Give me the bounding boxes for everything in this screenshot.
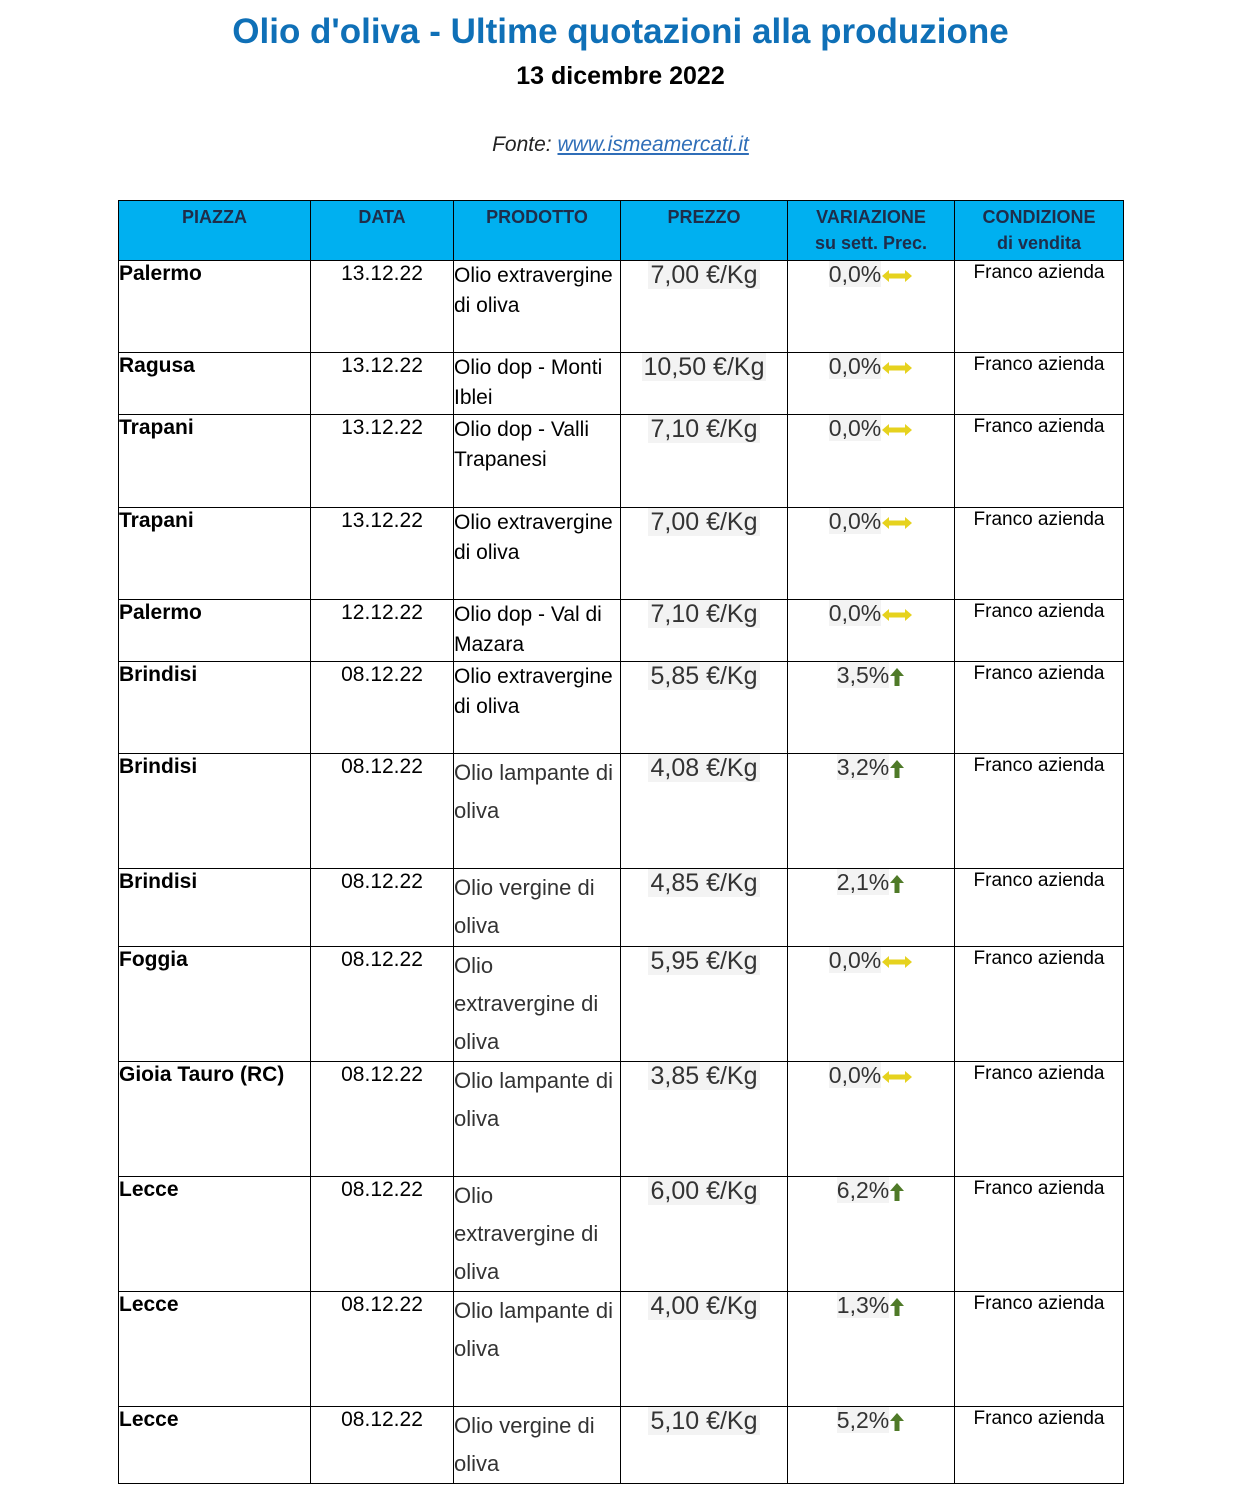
column-header-condizione-line1: CONDIZIONE	[982, 207, 1096, 227]
cell-prodotto: Olio extravergine di oliva	[454, 261, 621, 353]
cell-data: 13.12.22	[311, 261, 454, 353]
variation-value: 0,0%	[828, 600, 882, 626]
cell-prezzo	[621, 1292, 788, 1407]
source-line	[0, 130, 1241, 160]
price-value: 4,08 €/Kg	[650, 754, 758, 782]
cell-prodotto: Olio extravergine di oliva	[454, 662, 621, 754]
cell-data: 13.12.22	[311, 415, 454, 508]
price-value: 7,10 €/Kg	[650, 415, 758, 443]
table-row	[119, 869, 1124, 947]
table-row	[119, 947, 1124, 1062]
arrow-up-icon	[889, 667, 905, 687]
cell-piazza: Lecce	[119, 1407, 311, 1484]
table-row	[119, 1292, 1124, 1407]
cell-piazza: Lecce	[119, 1177, 311, 1292]
cell-condizione: Franco azienda	[955, 1407, 1124, 1484]
cell-variazione	[788, 1062, 955, 1177]
cell-prodotto: Olio extravergine di oliva	[454, 1177, 621, 1292]
variation-value: 0,0%	[828, 947, 882, 973]
cell-variazione	[788, 415, 955, 508]
price-value: 7,10 €/Kg	[650, 600, 758, 628]
variation-value: 0,0%	[828, 261, 882, 287]
arrow-up-icon	[889, 1412, 905, 1432]
table-body	[119, 261, 1124, 1484]
cell-condizione: Franco azienda	[955, 662, 1124, 754]
page-date: 13 dicembre 2022	[516, 62, 725, 90]
source-label: Fonte:	[492, 133, 552, 156]
cell-condizione: Franco azienda	[955, 869, 1124, 947]
cell-condizione: Franco azienda	[955, 600, 1124, 662]
price-value: 5,95 €/Kg	[650, 947, 758, 975]
table-row	[119, 508, 1124, 600]
cell-variazione	[788, 1177, 955, 1292]
cell-condizione: Franco azienda	[955, 353, 1124, 415]
cell-variazione	[788, 947, 955, 1062]
cell-prezzo	[621, 869, 788, 947]
price-value: 5,85 €/Kg	[650, 662, 758, 690]
arrow-up-icon	[889, 1182, 905, 1202]
variation-value: 3,5%	[836, 662, 890, 688]
cell-prezzo	[621, 1062, 788, 1177]
table-row	[119, 754, 1124, 869]
table-row	[119, 1177, 1124, 1292]
cell-prezzo	[621, 662, 788, 754]
arrow-up-icon	[889, 759, 905, 779]
price-value: 4,85 €/Kg	[650, 869, 758, 897]
cell-condizione: Franco azienda	[955, 1177, 1124, 1292]
double-arrow-horizontal-icon	[881, 608, 913, 622]
price-value: 6,00 €/Kg	[650, 1177, 758, 1205]
cell-variazione	[788, 353, 955, 415]
variation-value: 0,0%	[828, 508, 882, 534]
price-value: 7,00 €/Kg	[650, 261, 758, 289]
cell-condizione: Franco azienda	[955, 1062, 1124, 1177]
cell-variazione	[788, 261, 955, 353]
variation-value: 2,1%	[836, 869, 890, 895]
cell-variazione	[788, 1292, 955, 1407]
column-header-data: DATA	[311, 201, 454, 261]
variation-value: 1,3%	[836, 1292, 890, 1318]
cell-prodotto: Olio vergine di oliva	[454, 1407, 621, 1484]
cell-variazione	[788, 508, 955, 600]
price-value: 4,00 €/Kg	[650, 1292, 758, 1320]
column-header-variazione-line2: su sett. Prec.	[814, 233, 928, 253]
double-arrow-horizontal-icon	[881, 269, 913, 283]
column-header-prodotto: PRODOTTO	[454, 201, 621, 261]
table-row	[119, 1407, 1124, 1484]
cell-variazione	[788, 600, 955, 662]
cell-prezzo	[621, 508, 788, 600]
cell-prodotto: Olio lampante di oliva	[454, 1292, 621, 1407]
double-arrow-horizontal-icon	[881, 1070, 913, 1084]
table-row	[119, 1062, 1124, 1177]
cell-prezzo	[621, 261, 788, 353]
cell-piazza: Brindisi	[119, 754, 311, 869]
cell-prezzo	[621, 947, 788, 1062]
cell-piazza: Ragusa	[119, 353, 311, 415]
cell-variazione	[788, 869, 955, 947]
page-title: Olio d'oliva - Ultime quotazioni alla produzione	[232, 12, 1009, 51]
column-header-variazione-line1: VARIAZIONE	[816, 207, 926, 227]
cell-prodotto: Olio dop - Valli Trapanesi	[454, 415, 621, 508]
cell-piazza: Trapani	[119, 508, 311, 600]
cell-piazza: Palermo	[119, 600, 311, 662]
column-header-prezzo: PREZZO	[621, 201, 788, 261]
variation-value: 0,0%	[828, 415, 882, 441]
table-header-row	[119, 201, 1124, 261]
cell-data: 08.12.22	[311, 662, 454, 754]
table-row	[119, 415, 1124, 508]
cell-data: 08.12.22	[311, 869, 454, 947]
cell-piazza: Trapani	[119, 415, 311, 508]
variation-value: 5,2%	[836, 1407, 890, 1433]
table-row	[119, 600, 1124, 662]
cell-piazza: Gioia Tauro (RC)	[119, 1062, 311, 1177]
column-header-piazza: PIAZZA	[119, 201, 311, 261]
column-header-condizione-line2: di vendita	[996, 233, 1081, 253]
cell-variazione	[788, 1407, 955, 1484]
cell-data: 08.12.22	[311, 947, 454, 1062]
cell-data: 13.12.22	[311, 508, 454, 600]
cell-prezzo	[621, 1177, 788, 1292]
cell-prodotto: Olio vergine di oliva	[454, 869, 621, 947]
cell-condizione: Franco azienda	[955, 508, 1124, 600]
cell-data: 08.12.22	[311, 754, 454, 869]
table-row	[119, 261, 1124, 353]
cell-piazza: Brindisi	[119, 869, 311, 947]
cell-data: 08.12.22	[311, 1062, 454, 1177]
cell-data: 13.12.22	[311, 353, 454, 415]
cell-data: 08.12.22	[311, 1292, 454, 1407]
source-link[interactable]: www.ismeamercati.it	[557, 133, 749, 156]
cell-prezzo	[621, 754, 788, 869]
variation-value: 0,0%	[828, 353, 882, 379]
arrow-up-icon	[889, 874, 905, 894]
cell-condizione: Franco azienda	[955, 947, 1124, 1062]
cell-piazza: Palermo	[119, 261, 311, 353]
variation-value: 3,2%	[836, 754, 890, 780]
cell-piazza: Brindisi	[119, 662, 311, 754]
cell-prodotto: Olio extravergine di oliva	[454, 947, 621, 1062]
cell-data: 08.12.22	[311, 1407, 454, 1484]
price-value: 10,50 €/Kg	[643, 353, 765, 381]
double-arrow-horizontal-icon	[881, 423, 913, 437]
cell-prezzo	[621, 1407, 788, 1484]
variation-value: 6,2%	[836, 1177, 890, 1203]
cell-piazza: Foggia	[119, 947, 311, 1062]
column-header-condizione	[955, 201, 1124, 261]
double-arrow-horizontal-icon	[881, 516, 913, 530]
cell-condizione: Franco azienda	[955, 1292, 1124, 1407]
variation-value: 0,0%	[828, 1062, 882, 1088]
cell-prezzo	[621, 353, 788, 415]
price-value: 7,00 €/Kg	[650, 508, 758, 536]
double-arrow-horizontal-icon	[881, 955, 913, 969]
double-arrow-horizontal-icon	[881, 361, 913, 375]
column-header-variazione	[788, 201, 955, 261]
price-value: 5,10 €/Kg	[650, 1407, 758, 1435]
price-value: 3,85 €/Kg	[650, 1062, 758, 1090]
cell-condizione: Franco azienda	[955, 415, 1124, 508]
cell-data: 08.12.22	[311, 1177, 454, 1292]
cell-prodotto: Olio dop - Monti Iblei	[454, 353, 621, 415]
arrow-up-icon	[889, 1297, 905, 1317]
quotations-table	[118, 200, 1124, 1484]
table-row	[119, 662, 1124, 754]
cell-prodotto: Olio extravergine di oliva	[454, 508, 621, 600]
cell-variazione	[788, 754, 955, 869]
cell-data: 12.12.22	[311, 600, 454, 662]
cell-prodotto: Olio lampante di oliva	[454, 1062, 621, 1177]
cell-prodotto: Olio dop - Val di Mazara	[454, 600, 621, 662]
cell-condizione: Franco azienda	[955, 754, 1124, 869]
cell-piazza: Lecce	[119, 1292, 311, 1407]
table-row	[119, 353, 1124, 415]
cell-prezzo	[621, 415, 788, 508]
cell-prezzo	[621, 600, 788, 662]
cell-prodotto: Olio lampante di oliva	[454, 754, 621, 869]
cell-condizione: Franco azienda	[955, 261, 1124, 353]
cell-variazione	[788, 662, 955, 754]
